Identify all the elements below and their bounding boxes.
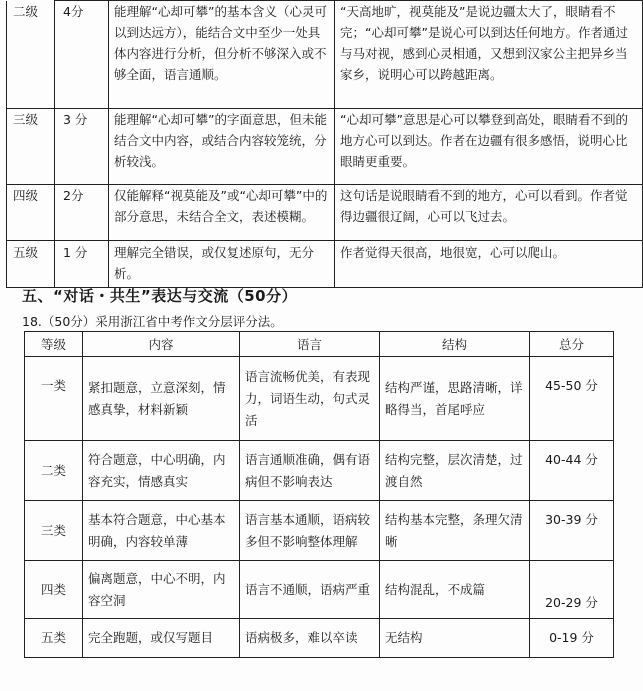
reading-grading-table: [6, 0, 643, 288]
grading-row: [7, 109, 643, 185]
criterion-cell: 理解完全错误，或仅复述原句，无分析。: [109, 241, 335, 288]
criterion-cell: 能理解“心却可攀”的字面意思，但未能结合文中内容，或结合内容较笼统，分析较浅。: [109, 109, 335, 185]
header-grade: 等级: [25, 332, 83, 357]
score-cell: 2分: [55, 185, 109, 241]
content-cell: 偏离题意，中心不明，内容空洞: [83, 561, 240, 619]
total-cell: 40-44 分: [530, 441, 614, 501]
score-cell: 3 分: [55, 109, 109, 185]
content-cell: 完全跑题，或仅写题目: [83, 619, 240, 658]
rubric-header-row: [25, 332, 614, 357]
grading-row: [7, 241, 643, 288]
section-heading: 五、“对话・共生”表达与交流（50分）: [22, 287, 298, 305]
grade-cell: 三类: [25, 501, 83, 561]
criterion-cell: 仅能解释“视莫能及”或“心却可攀”中的部分意思，未结合全文，表述模糊。: [109, 185, 335, 241]
content-cell: 基本符合题意，中心基本明确，内容较单薄: [83, 501, 240, 561]
structure-cell: 结构混乱，不成篇: [380, 561, 530, 619]
grade-cell: 一类: [25, 357, 83, 441]
language-cell: 语言基本通顺，语病较多但不影响整体理解: [240, 501, 380, 561]
question-instruction: 18.（50分）采用浙江省中考作文分层评分法。: [22, 314, 283, 329]
total-cell: 45-50 分: [530, 357, 614, 441]
level-cell: 四级: [7, 185, 55, 241]
header-language: 语言: [240, 332, 380, 357]
grading-row: [7, 1, 643, 109]
header-content: 内容: [83, 332, 240, 357]
example-cell: “天高地旷，视莫能及”是说边疆太大了，眼睛看不完；“心却可攀”是说心可以到达任何地方。作者通过与马对视，感到心灵相通，又想到汉家公主把异乡当家乡，说明心可以跨越距离。: [335, 1, 643, 109]
score-cell: 1 分: [55, 241, 109, 288]
example-cell: “心却可攀”意思是心可以攀登到高处，眼睛看不到的地方心可以到达。作者在边疆有很多感悟，说明心比眼睛更重要。: [335, 109, 643, 185]
rubric-row: [25, 441, 614, 501]
criterion-cell: 能理解“心却可攀”的基本含义（心灵可以到达远方），能结合文中至少一处具体内容进行分析，但分析不够深入或不够全面，语言通顺。: [109, 1, 335, 109]
language-cell: 语言流畅优美，有表现力，词语生动，句式灵活: [240, 357, 380, 441]
content-cell: 紧扣题意，立意深刻，情感真挚，材料新颖: [83, 357, 240, 441]
grade-cell: 二类: [25, 441, 83, 501]
language-cell: 语言通顺准确，偶有语病但不影响表达: [240, 441, 380, 501]
total-cell: 30-39 分: [530, 501, 614, 561]
essay-rubric-table: [24, 331, 614, 658]
grading-row: [7, 185, 643, 241]
total-cell: 20-29 分: [530, 561, 614, 619]
grade-cell: 四类: [25, 561, 83, 619]
rubric-row: [25, 357, 614, 441]
total-cell: 0-19 分: [530, 619, 614, 658]
content-cell: 符合题意，中心明确，内容充实，情感真实: [83, 441, 240, 501]
header-total: 总分: [530, 332, 614, 357]
rubric-row: [25, 561, 614, 619]
score-cell: 4分: [55, 1, 109, 109]
rubric-row: [25, 501, 614, 561]
level-cell: 五级: [7, 241, 55, 288]
example-cell: 这句话是说眼睛看不到的地方，心可以看到。作者觉得边疆很辽阔，心可以飞过去。: [335, 185, 643, 241]
rubric-row: [25, 619, 614, 658]
language-cell: 语言不通顺，语病严重: [240, 561, 380, 619]
structure-cell: 结构严谨，思路清晰，详略得当，首尾呼应: [380, 357, 530, 441]
structure-cell: 无结构: [380, 619, 530, 658]
header-structure: 结构: [380, 332, 530, 357]
structure-cell: 结构完整，层次清楚，过渡自然: [380, 441, 530, 501]
structure-cell: 结构基本完整，条理欠清晰: [380, 501, 530, 561]
level-cell: 三级: [7, 109, 55, 185]
level-cell: 二级: [7, 1, 55, 109]
language-cell: 语病极多，难以卒读: [240, 619, 380, 658]
grade-cell: 五类: [25, 619, 83, 658]
example-cell: 作者觉得天很高，地很宽，心可以爬山。: [335, 241, 643, 288]
